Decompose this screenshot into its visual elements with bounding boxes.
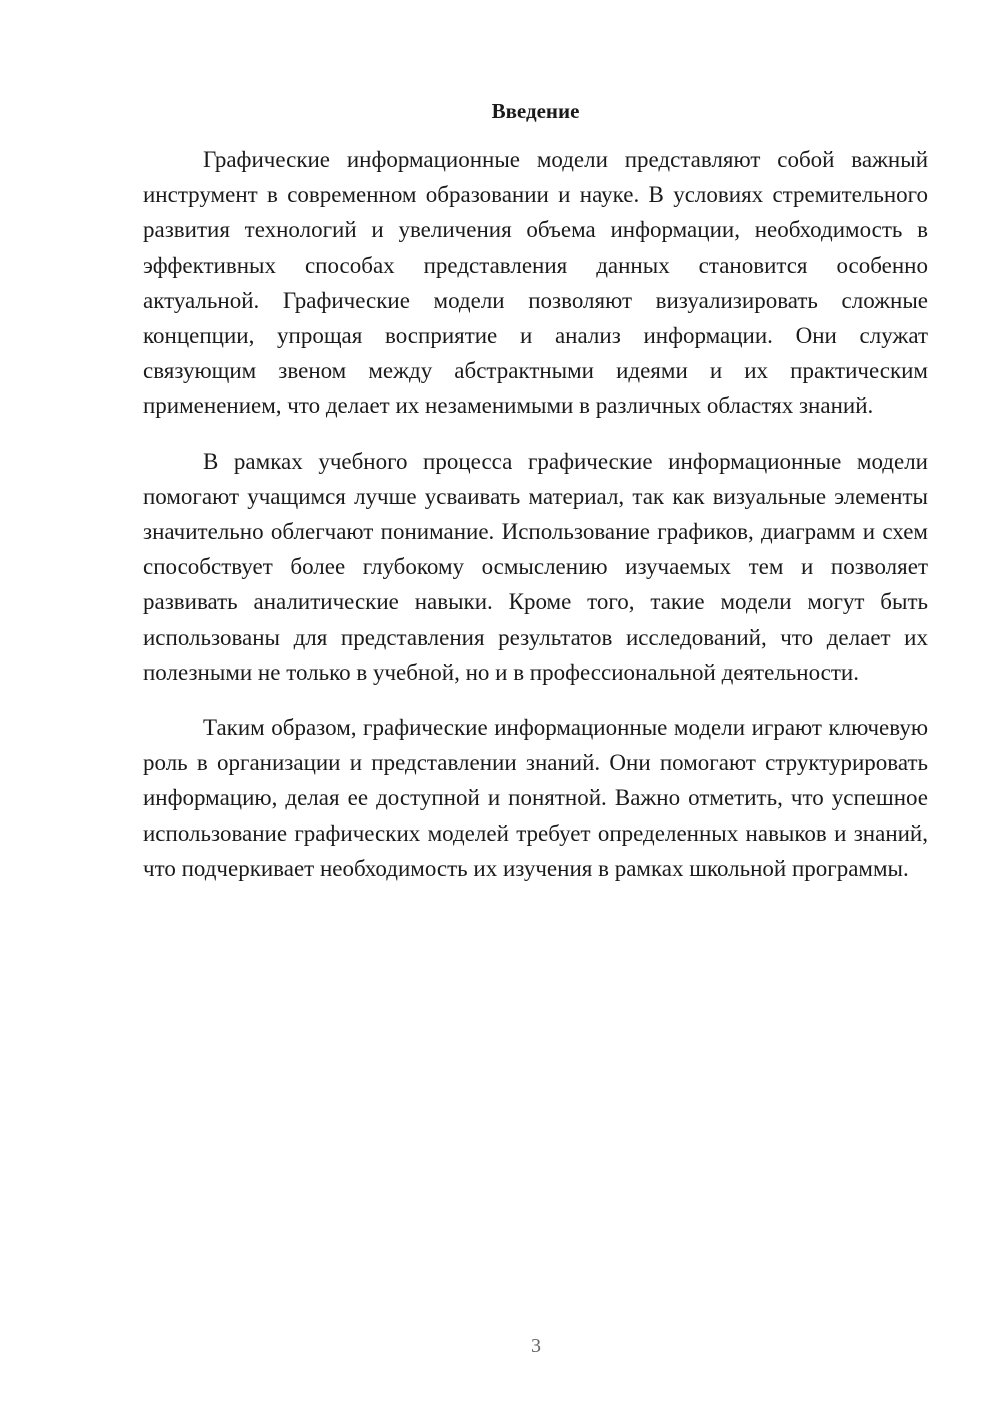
- page-number: 3: [531, 1335, 541, 1357]
- paragraph-2: В рамках учебного процесса графические информационные модели помогают учащимся лучше усваивать материал, так как визуальные элементы значительно облегчают понимание. Использование графиков, диаграмм и схем способствует более глубокому осмыслению изучаемых тем и позволяет развивать аналитические навыки. Кроме того, такие модели могут быть использованы для представления результатов исследований, что делает их полезными не только в учебной, но и в профессиональной деятельности.: [143, 448, 928, 685]
- paragraph-1: Графические информационные модели представляют собой важный инструмент в современном образовании и науке. В условиях стремительного развития технологий и увеличения объема информации, необходимость в эффективных способах представления данных становится особенно актуальной. Графические модели позволяют визуализировать сложные концепции, упрощая восприятие и анализ информации. Они служат связующим звеном между абстрактными идеями и их практическим применением, что делает их незаменимыми в различных областях знаний.: [143, 147, 928, 419]
- paragraph-3: Таким образом, графические информационные модели играют ключевую роль в организации и представлении знаний. Они помогают структурировать информацию, делая ее доступной и понятной. Важно отметить, что успешное использование графических моделей требует определенных навыков и знаний, что подчеркивает необходимость их изучения в рамках школьной программы.: [143, 715, 928, 881]
- body-text: [143, 142, 928, 906]
- section-heading: Введение: [491, 99, 580, 123]
